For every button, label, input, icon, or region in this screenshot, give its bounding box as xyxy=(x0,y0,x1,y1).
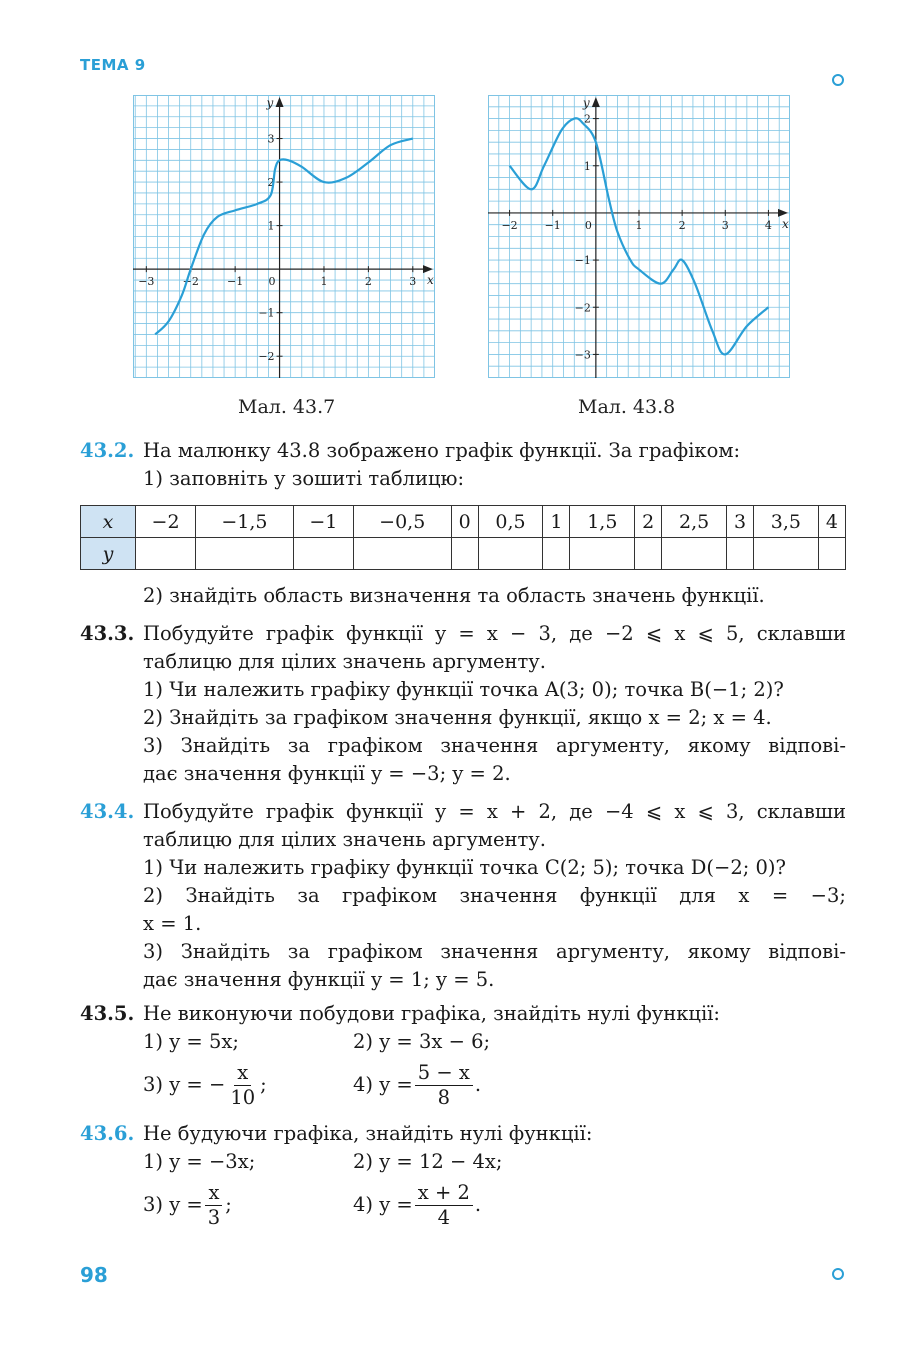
exercise-text: дає значення функції y = 1; y = 5. xyxy=(143,968,495,991)
exercise-number: 43.6. xyxy=(80,1122,135,1145)
x-axis-arrow xyxy=(423,265,433,273)
table-cell-empty xyxy=(662,538,727,570)
fraction-numerator: x + 2 xyxy=(415,1181,473,1206)
y-tick-label: 3 xyxy=(267,132,275,146)
fraction xyxy=(415,1061,473,1110)
exercise-text: 3) Знайдіть за графіком значення аргументу, якому відпові- xyxy=(143,940,846,963)
exercise-43-3 xyxy=(80,620,846,788)
x-tick-label: 0 xyxy=(268,275,276,289)
exercise-text: таблицю для цілих значень аргументу. xyxy=(143,828,546,851)
table-cell-empty xyxy=(451,538,478,570)
fraction-row xyxy=(80,1176,846,1234)
task-prefix: 4) y = xyxy=(353,1073,413,1096)
task-prefix: 3) y = − xyxy=(143,1073,226,1096)
y-tick-label: 2 xyxy=(267,176,275,190)
answer-row xyxy=(80,1148,846,1176)
y-tick-label: −2 xyxy=(574,301,591,315)
table-cell-empty xyxy=(818,538,845,570)
table-cell: −0,5 xyxy=(353,506,451,538)
task-suffix: ; xyxy=(225,1193,232,1216)
exercise-text: Побудуйте графік функції y = x + 2, де −4 ⩽ x ⩽ 3, склавши xyxy=(143,800,846,823)
task-item: 1) y = −3x; xyxy=(143,1150,256,1173)
y-tick-label: −1 xyxy=(258,306,275,320)
task-item: 2) y = 3x − 6; xyxy=(353,1030,491,1053)
table-row-y xyxy=(81,538,846,570)
answer-row xyxy=(80,1028,846,1056)
x-tick-label: 3 xyxy=(409,275,417,289)
task-item: 2) y = 12 − 4x; xyxy=(353,1150,503,1173)
table-cell: 1,5 xyxy=(570,506,635,538)
exercise-text: x = 1. xyxy=(143,912,202,935)
task-prefix: 3) y = xyxy=(143,1193,203,1216)
y-tick-label: 1 xyxy=(583,159,591,173)
exercise-43-6 xyxy=(80,1120,846,1234)
fraction xyxy=(415,1181,473,1230)
table-cell-empty xyxy=(726,538,753,570)
table-cell: 0 xyxy=(451,506,478,538)
y-axis-label: y xyxy=(266,96,274,110)
fraction-denominator: 10 xyxy=(230,1085,256,1109)
x-tick-label: −2 xyxy=(182,275,199,289)
task-suffix: . xyxy=(474,1193,482,1216)
table-cell-empty xyxy=(754,538,819,570)
values-table xyxy=(80,505,846,570)
fraction-numerator: x xyxy=(205,1181,222,1206)
task-suffix: ; xyxy=(260,1073,267,1096)
x-tick-label: 0 xyxy=(584,218,592,232)
exercise-number: 43.4. xyxy=(80,800,135,823)
exercise-text: 1) Чи належить графіку функції точка A(3; 0); точка B(−1; 2)? xyxy=(143,678,784,701)
topic-header: ТЕМА 9 xyxy=(80,56,146,74)
task-item xyxy=(143,1061,353,1110)
table-cell: −1 xyxy=(293,506,353,538)
table-cell-empty xyxy=(196,538,294,570)
fraction-row xyxy=(80,1056,846,1114)
fraction-numerator: x xyxy=(234,1061,251,1086)
task-item xyxy=(353,1061,481,1110)
graph-fig-43-7 xyxy=(133,95,435,378)
exercise-text: Не будуючи графіка, знайдіть нулі функції: xyxy=(143,1122,593,1145)
exercise-text: 1) Чи належить графіку функції точка C(2; 5); точка D(−2; 0)? xyxy=(143,856,786,879)
table-cell: 4 xyxy=(818,506,845,538)
x-tick-label: 1 xyxy=(320,275,328,289)
x-axis-label: x xyxy=(427,273,434,288)
table-cell: 3,5 xyxy=(754,506,819,538)
exercise-number: 43.3. xyxy=(80,622,135,645)
task-item xyxy=(353,1181,481,1230)
table-cell-empty xyxy=(293,538,353,570)
header-rule-end-circle xyxy=(833,75,843,85)
x-tick-label: 1 xyxy=(635,218,643,232)
caption-fig-43-7: Мал. 43.7 xyxy=(238,396,336,418)
exercise-text: 2) Знайдіть за графіком значення функції для x = −3; xyxy=(143,884,846,907)
x-tick-label: 2 xyxy=(678,218,686,232)
table-cell: 3 xyxy=(726,506,753,538)
table-cell-empty xyxy=(543,538,570,570)
page-number: 98 xyxy=(80,1263,108,1287)
y-axis-label: y xyxy=(582,96,590,110)
table-cell-empty xyxy=(570,538,635,570)
fraction-denominator: 8 xyxy=(437,1085,451,1109)
fraction xyxy=(205,1181,223,1230)
fraction-numerator: 5 − x xyxy=(415,1061,473,1086)
exercise-text: 2) знайдіть область визначення та область значень функції. xyxy=(143,584,765,607)
task-prefix: 4) y = xyxy=(353,1193,413,1216)
x-tick-label: 4 xyxy=(764,218,772,232)
exercise-text: Не виконуючи побудови графіка, знайдіть нулі функції: xyxy=(143,1002,720,1025)
graph-fig-43-8 xyxy=(488,95,790,378)
x-tick-label: −2 xyxy=(501,218,518,232)
table-cell-empty xyxy=(635,538,662,570)
table-head-y: y xyxy=(81,538,136,570)
task-item xyxy=(143,1181,353,1230)
task-suffix: . xyxy=(474,1073,482,1096)
fraction xyxy=(227,1061,258,1110)
exercise-text: дає значення функції y = −3; y = 2. xyxy=(143,762,511,785)
table-cell: −1,5 xyxy=(196,506,294,538)
exercise-number: 43.2. xyxy=(80,439,135,462)
y-axis-arrow xyxy=(276,97,284,107)
exercise-text: таблицю для цілих значень аргументу. xyxy=(143,650,546,673)
table-cell: −2 xyxy=(136,506,196,538)
caption-fig-43-8: Мал. 43.8 xyxy=(578,396,676,418)
fraction-denominator: 4 xyxy=(437,1205,451,1229)
exercise-number: 43.5. xyxy=(80,1002,135,1025)
y-tick-label: −3 xyxy=(574,348,591,362)
y-tick-label: −2 xyxy=(258,350,275,364)
table-cell: 2,5 xyxy=(662,506,727,538)
y-axis-arrow xyxy=(592,97,600,107)
x-axis-arrow xyxy=(778,209,788,217)
table-head-x: x xyxy=(81,506,136,538)
exercise-text: На малюнку 43.8 зображено графік функції. За графіком: xyxy=(143,439,741,462)
exercise-text: 1) заповніть у зошиті таблицю: xyxy=(143,467,465,490)
exercise-43-4 xyxy=(80,798,846,994)
x-tick-label: 3 xyxy=(721,218,729,232)
x-tick-label: −3 xyxy=(138,275,155,289)
exercise-text: Побудуйте графік функції y = x − 3, де −2 ⩽ x ⩽ 5, склавши xyxy=(143,622,846,645)
table-cell-empty xyxy=(478,538,543,570)
exercise-text: 3) Знайдіть за графіком значення аргументу, якому відпові- xyxy=(143,734,846,757)
x-tick-label: −1 xyxy=(544,218,561,232)
x-tick-label: 2 xyxy=(364,275,372,289)
table-cell-empty xyxy=(136,538,196,570)
table-cell: 1 xyxy=(543,506,570,538)
table-cell-empty xyxy=(353,538,451,570)
x-tick-label: −1 xyxy=(227,275,244,289)
footer-rule-end-circle xyxy=(833,1269,843,1279)
exercise-43-5 xyxy=(80,1000,846,1114)
fraction-denominator: 3 xyxy=(207,1205,221,1229)
task-item: 1) y = 5x; xyxy=(143,1030,239,1053)
y-tick-label: 2 xyxy=(583,112,591,126)
exercises xyxy=(80,437,846,1240)
exercise-text: 2) Знайдіть за графіком значення функції, якщо x = 2; x = 4. xyxy=(143,706,772,729)
table-cell: 2 xyxy=(635,506,662,538)
y-tick-label: 1 xyxy=(267,219,275,233)
table-row-x xyxy=(81,506,846,538)
table-cell: 0,5 xyxy=(478,506,543,538)
y-tick-label: −1 xyxy=(574,254,591,268)
exercise-43-2 xyxy=(80,437,846,610)
x-axis-label: x xyxy=(782,216,789,231)
